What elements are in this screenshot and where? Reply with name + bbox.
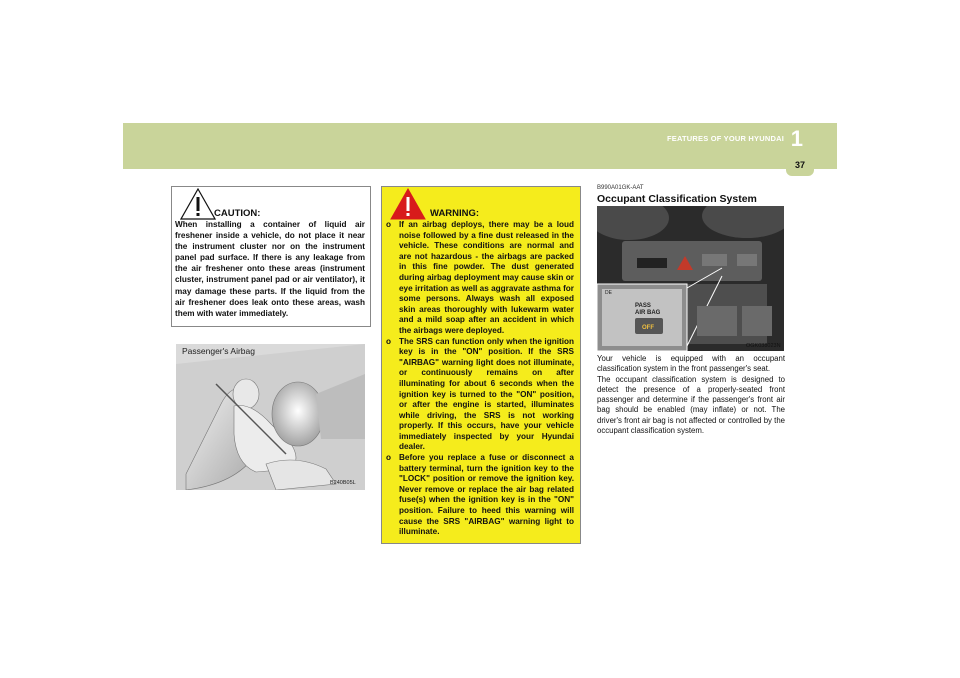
- airbag-label: AIR BAG: [635, 310, 661, 316]
- caution-warning-icon: [180, 188, 216, 220]
- warning-list: [386, 220, 574, 538]
- warning-item-3: [386, 453, 574, 538]
- page-number: 37: [794, 160, 805, 170]
- airbag-drawing: [176, 344, 365, 490]
- warning-icon: [390, 188, 426, 220]
- warning-item-text: The SRS can function only when the ignition key is in the "ON" position. If the SRS "AIRBAG" warning light does not illuminate, or continuously remains on after illuminating for about 6 seconds when the ignition key is turned to the "ON" position, or after the engine is started, illuminates while driving, the SRS is not working properly. If this occurs, have your vehicle immediately inspected by your Hyundai dealer.: [399, 336, 574, 452]
- section-code: B990A01GK-AAT: [597, 185, 644, 191]
- warning-item-2: [386, 337, 574, 454]
- section-body: [597, 354, 785, 436]
- figure-code: B240B05L: [330, 480, 356, 486]
- warning-title: WARNING:: [430, 208, 480, 219]
- photo-code: OGK038023N: [746, 343, 781, 349]
- occupant-system-photo: [597, 206, 784, 351]
- paragraph: Your vehicle is equipped with an occupant classification system in the front passenger's seat.: [597, 354, 785, 374]
- warning-item-text: Before you replace a fuse or disconnect a battery terminal, turn the ignition key to the "LOCK" position or remove the ignition key. Never remove or replace the air bag related fuse(s) when the ignition key is in the "ON" position. Failure to heed this warning will cause the SRS "AIRBAG" warning light to illuminate.: [399, 453, 574, 537]
- warning-item-text: If an airbag deploys, there may be a loud noise followed by a fine dust released in the vehicle. These conditions are normal and are not hazardous - the airbags are packed in this fine powder. The dust generated during airbag deployment may cause skin or eye irritation as well as aggravate asthma for some persons. Always wash all exposed skin areas thoroughly with lukewarm water and a mild soap after an accident in which the airbags were deployed.: [399, 220, 574, 335]
- bullet: o: [386, 453, 392, 463]
- section-heading: Occupant Classification System: [597, 193, 757, 205]
- caution-text: When installing a container of liquid air freshener inside a vehicle, do not place it near the instrument cluster nor on the instrument panel pad surface. If there is any leakage from the air freshener onto these areas (instrument cluster, instrument panel pad or air ventilator), it may damage these parts. If the liquid from the air freshener does leak onto these areas, wash them with water immediately.: [175, 220, 365, 318]
- bullet: o: [386, 336, 392, 346]
- pass-label: PASS: [635, 303, 651, 309]
- warning-item-1: [386, 220, 574, 337]
- header-band: [123, 123, 837, 169]
- bullet: o: [386, 220, 392, 229]
- paragraph: The occupant classification system is designed to detect the presence of a properly-seated front passenger and determine if the passenger's front air bag should be enabled (may inflate) or not. The driver's front air bag is not affected or controlled by the occupant classification system.: [597, 374, 785, 436]
- chapter-number: 1: [790, 126, 803, 151]
- dashboard-drawing: [597, 206, 784, 351]
- section-title: FEATURES OF YOUR HYUNDAI: [666, 134, 784, 143]
- off-indicator: OFF: [642, 325, 654, 331]
- passenger-airbag-label: Passenger's Airbag: [182, 346, 255, 356]
- caution-title: CAUTION:: [214, 208, 261, 219]
- passenger-airbag-illustration: [176, 344, 365, 490]
- de-label: DE: [605, 290, 612, 296]
